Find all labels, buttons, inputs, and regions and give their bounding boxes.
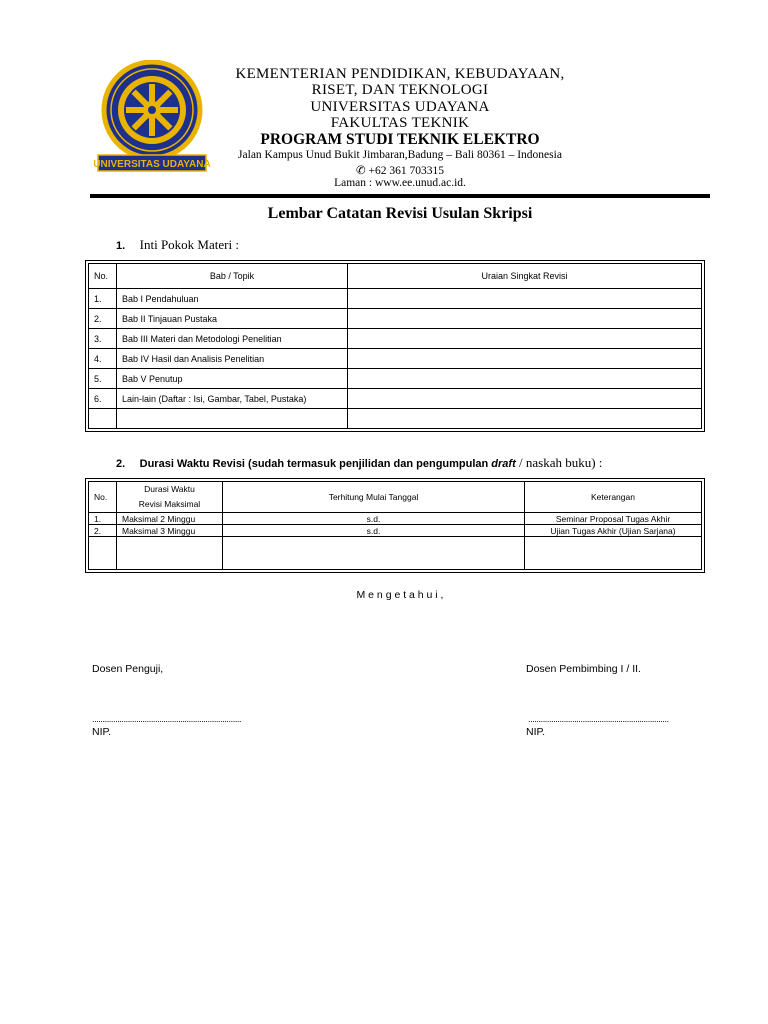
- table-row: [89, 389, 702, 409]
- examiner-label: Dosen Penguji,: [92, 663, 164, 675]
- table-header-row: [89, 264, 702, 289]
- row-topic: Lain-lain (Daftar : Isi, Gambar, Tabel, Pustaka): [117, 389, 348, 409]
- row-no: 2.: [89, 309, 117, 329]
- table-row: [89, 349, 702, 369]
- table-header-row: [89, 482, 702, 513]
- header-divider: [90, 194, 710, 198]
- header-duration: [117, 482, 223, 513]
- ministry-line-2: RISET, DAN TEKNOLOGI: [311, 82, 489, 98]
- table-row-empty: [89, 409, 702, 429]
- row-no: 2.: [89, 525, 117, 537]
- header-duration-line1: Durasi Waktu: [144, 484, 195, 494]
- section-1-label: Inti Pokok Materi :: [139, 237, 239, 252]
- program-name: PROGRAM STUDI TEKNIK ELEKTRO: [260, 131, 540, 148]
- section-1-number: 1.: [116, 240, 126, 252]
- row-topic-empty[interactable]: [117, 409, 348, 429]
- university-name: UNIVERSITAS UDAYANA: [310, 99, 490, 115]
- logo-text: UNIVERSITAS UDAYANA: [93, 159, 211, 170]
- row-description[interactable]: [348, 349, 702, 369]
- document-title: Lembar Catatan Revisi Usulan Skripsi: [267, 205, 533, 222]
- section-1-heading: [116, 236, 239, 254]
- row-no: 1.: [89, 289, 117, 309]
- revision-topics-table: [88, 263, 702, 429]
- phone-number: +62 361 703315: [365, 165, 444, 177]
- table-row: [89, 525, 702, 537]
- row-topic: Bab V Penutup: [117, 369, 348, 389]
- examiner-signature-line[interactable]: .......................................................................: [92, 714, 242, 724]
- table-row-empty: [89, 537, 702, 570]
- section-2-label-italic: draft: [491, 458, 516, 470]
- row-start-date-empty[interactable]: [223, 537, 525, 570]
- examiner-nip: NIP.: [92, 726, 112, 738]
- row-description[interactable]: [348, 329, 702, 349]
- row-topic: Bab IV Hasil dan Analisis Penelitian: [117, 349, 348, 369]
- header-start-date: Terhitung Mulai Tanggal: [223, 482, 525, 513]
- table-row: [89, 289, 702, 309]
- phone-line: [200, 163, 600, 177]
- faculty-name: FAKULTAS TEKNIK: [330, 115, 470, 131]
- table-row: [89, 309, 702, 329]
- row-topic: Bab III Materi dan Metodologi Penelitian: [117, 329, 348, 349]
- ministry-line: KEMENTERIAN PENDIDIKAN, KEBUDAYAAN,: [235, 66, 565, 82]
- supervisor-signature-line[interactable]: ...................................................................: [528, 714, 669, 724]
- row-topic: Bab I Pendahuluan: [117, 289, 348, 309]
- website: Laman : www.ee.unud.ac.id.: [334, 177, 466, 189]
- row-no: 3.: [89, 329, 117, 349]
- header-no: No.: [89, 482, 117, 513]
- header-description: Uraian Singkat Revisi: [348, 264, 702, 289]
- row-description[interactable]: [348, 289, 702, 309]
- row-note: Seminar Proposal Tugas Akhir: [525, 513, 702, 525]
- header-topic: Bab / Topik: [117, 264, 348, 289]
- section-2-label: Durasi Waktu Revisi (sudah termasuk penjilidan dan pengumpulan: [139, 458, 492, 470]
- row-duration: Maksimal 3 Minggu: [117, 525, 223, 537]
- section-2-number: 2.: [116, 458, 126, 470]
- row-description-empty[interactable]: [348, 409, 702, 429]
- row-description[interactable]: [348, 389, 702, 409]
- university-logo: [92, 60, 212, 178]
- row-no: 6.: [89, 389, 117, 409]
- row-no-empty: [89, 537, 117, 570]
- supervisor-label: Dosen Pembimbing I / II.: [526, 663, 641, 675]
- row-no: 5.: [89, 369, 117, 389]
- header-no: No.: [89, 264, 117, 289]
- section-2-heading: [116, 454, 602, 472]
- row-start-date[interactable]: s.d.: [223, 513, 525, 525]
- table-row: [89, 329, 702, 349]
- revision-duration-table: [88, 481, 702, 570]
- phone-icon: ✆: [355, 165, 366, 177]
- row-description[interactable]: [348, 309, 702, 329]
- row-topic: Bab II Tinjauan Pustaka: [117, 309, 348, 329]
- row-no: 4.: [89, 349, 117, 369]
- row-note: Ujian Tugas Akhir (Ujian Sarjana): [525, 525, 702, 537]
- section-2-label-rest: / naskah buku) :: [515, 455, 603, 470]
- approval-heading: M e n g e t a h u i ,: [356, 589, 444, 601]
- header-note: Keterangan: [525, 482, 702, 513]
- address: Jalan Kampus Unud Bukit Jimbaran,Badung – Bali 80361 – Indonesia: [238, 149, 562, 161]
- row-description[interactable]: [348, 369, 702, 389]
- row-duration-empty[interactable]: [117, 537, 223, 570]
- row-start-date[interactable]: s.d.: [223, 525, 525, 537]
- table-row: [89, 369, 702, 389]
- row-no: 1.: [89, 513, 117, 525]
- row-note-empty[interactable]: [525, 537, 702, 570]
- row-duration: Maksimal 2 Minggu: [117, 513, 223, 525]
- header-duration-line2: Revisi Maksimal: [138, 499, 201, 509]
- row-no-empty: [89, 409, 117, 429]
- table-row: [89, 513, 702, 525]
- supervisor-nip: NIP.: [526, 726, 546, 738]
